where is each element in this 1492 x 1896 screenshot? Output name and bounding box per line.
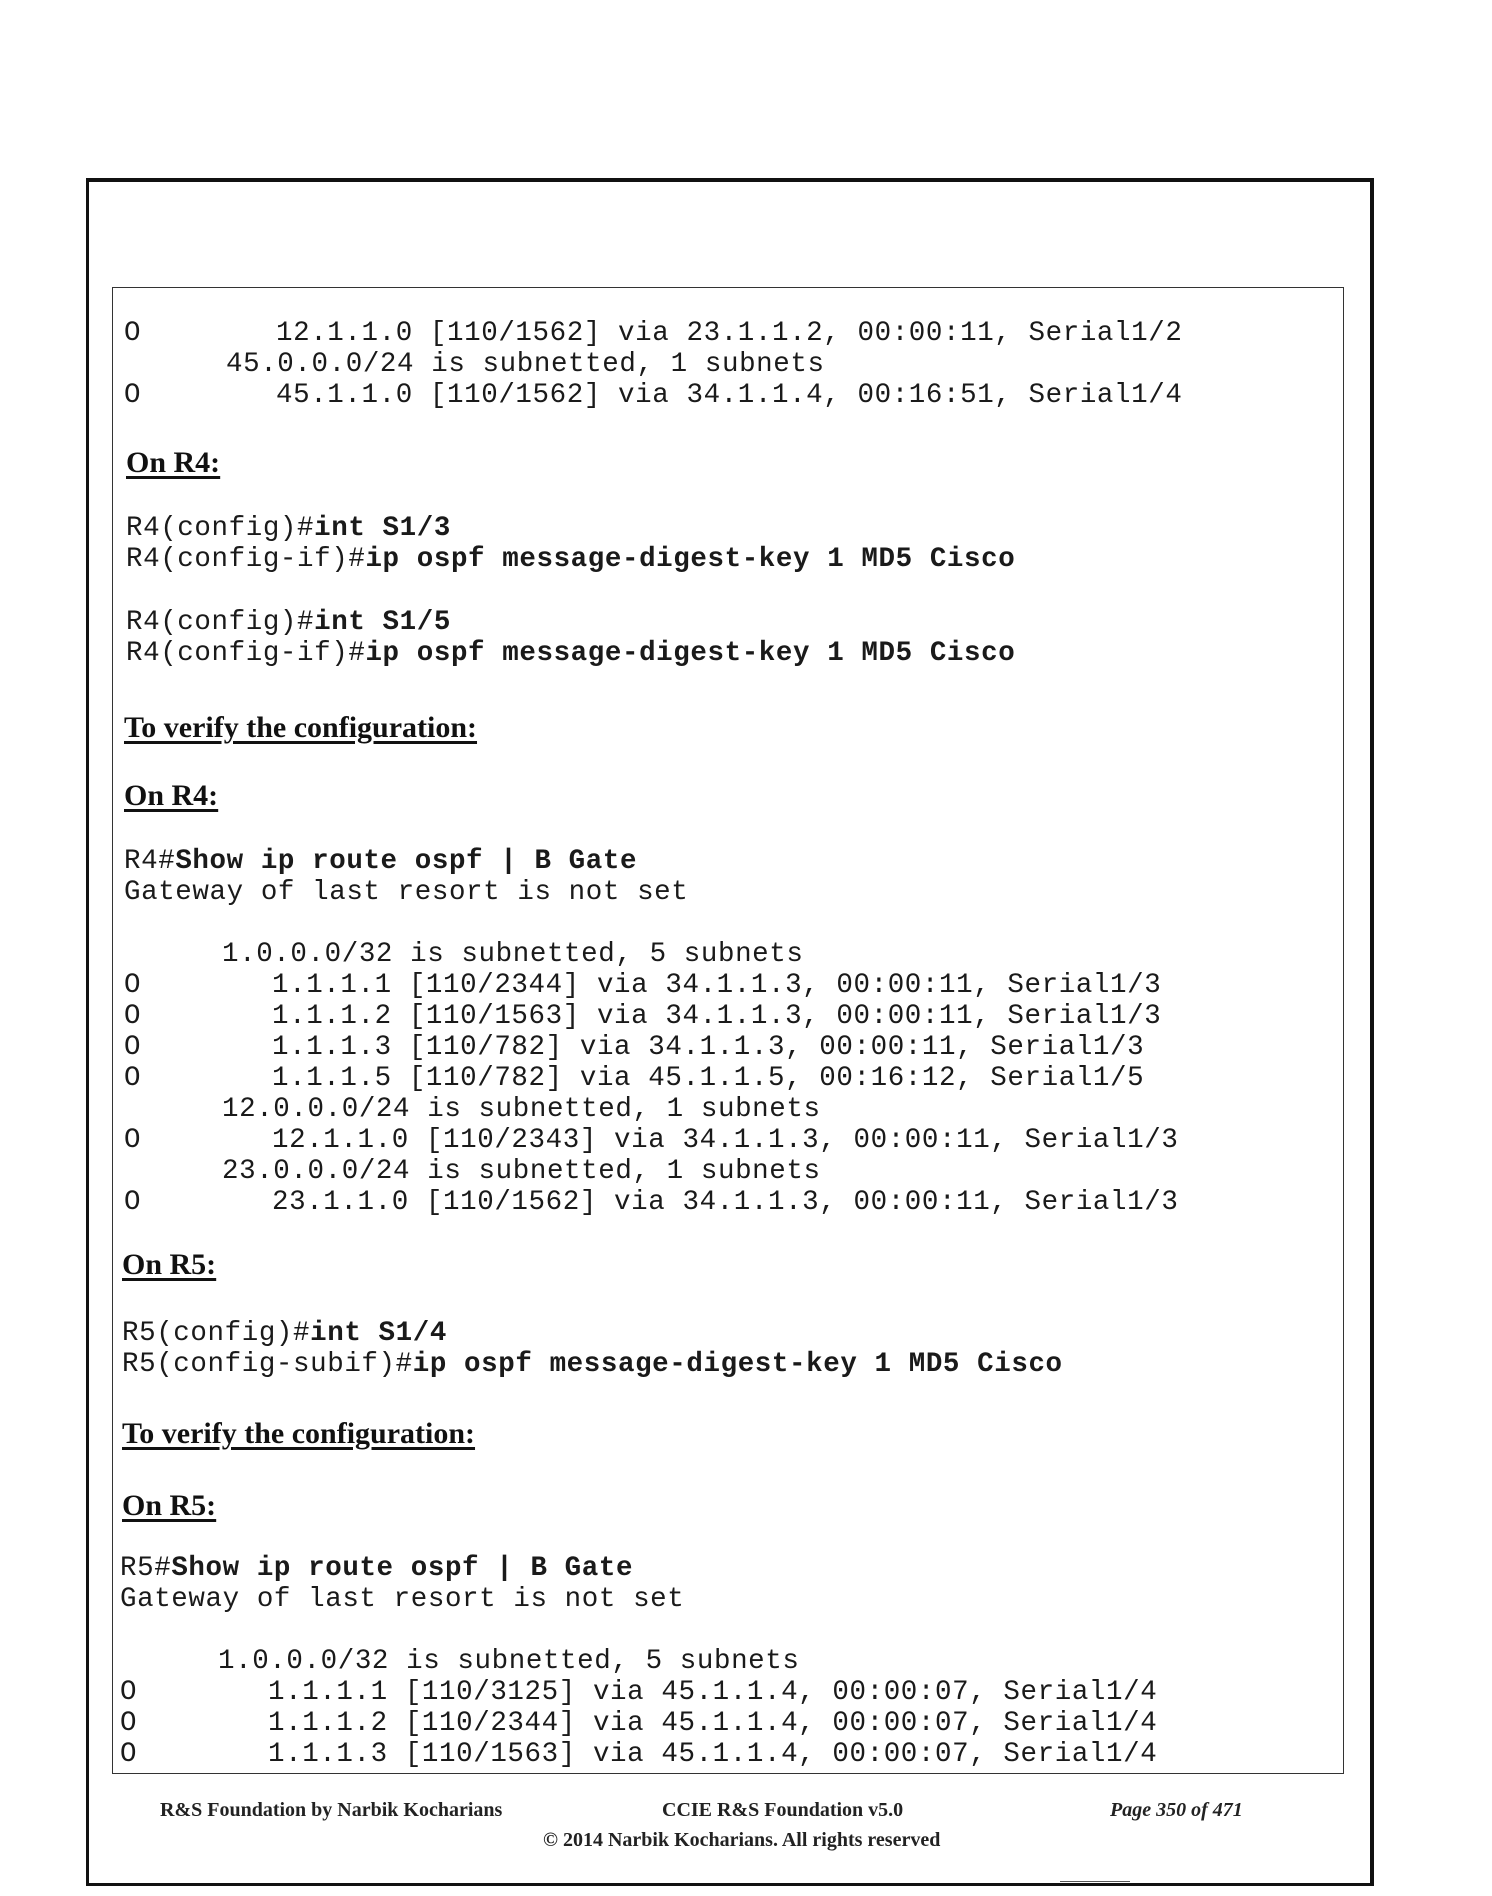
route-line: 1.1.1.1 [110/2344] via 34.1.1.3, 00:00:11, Serial1/3 [272, 970, 1162, 1001]
scan-artifact [1060, 1881, 1130, 1882]
route-prefix: O [124, 1032, 142, 1063]
section-heading-on-r4: On R4: [126, 446, 221, 479]
cli-command: int S1/5 [314, 607, 451, 638]
cli-line [122, 1349, 1063, 1380]
cli-command: int S1/4 [310, 1318, 447, 1349]
section-heading-verify: To verify the configuration: [124, 711, 478, 744]
route-line: 45.1.1.0 [110/1562] via 34.1.1.4, 00:16:51, Serial1/4 [276, 380, 1183, 411]
cli-prompt: R5# [120, 1553, 172, 1584]
route-line: 1.1.1.1 [110/3125] via 45.1.1.4, 00:00:07, Serial1/4 [268, 1677, 1158, 1708]
route-prefix: O [120, 1739, 138, 1770]
footer-page-number: Page 350 of 471 [1110, 1799, 1243, 1821]
route-prefix: O [124, 970, 142, 1001]
cli-prompt: R4# [124, 846, 176, 877]
route-line: 23.1.1.0 [110/1562] via 34.1.1.3, 00:00:11, Serial1/3 [272, 1187, 1179, 1218]
route-line: 1.1.1.2 [110/2344] via 45.1.1.4, 00:00:07, Serial1/4 [268, 1708, 1158, 1739]
gateway-line: Gateway of last resort is not set [120, 1584, 685, 1615]
cli-prompt: R5(config-subif)# [122, 1349, 413, 1380]
cli-line [122, 1318, 447, 1349]
cli-prompt: R5(config)# [122, 1318, 311, 1349]
route-prefix: O [124, 380, 142, 411]
route-prefix: O [124, 1125, 142, 1156]
subnet-line: 1.0.0.0/32 is subnetted, 5 subnets [218, 1646, 800, 1677]
subnet-line: 45.0.0.0/24 is subnetted, 1 subnets [226, 349, 825, 380]
section-heading-on-r5: On R5: [122, 1489, 217, 1522]
cli-line [126, 638, 1015, 669]
section-heading-on-r4: On R4: [124, 779, 219, 812]
cli-line [126, 544, 1015, 575]
route-line: 1.1.1.3 [110/782] via 34.1.1.3, 00:00:11, Serial1/3 [272, 1032, 1145, 1063]
route-prefix: O [120, 1677, 138, 1708]
route-prefix: O [124, 318, 142, 349]
route-prefix: O [124, 1187, 142, 1218]
footer-center-text: CCIE R&S Foundation v5.0 [662, 1799, 904, 1821]
cli-command: ip ospf message-digest-key 1 MD5 Cisco [365, 544, 1016, 575]
route-line: 1.1.1.2 [110/1563] via 34.1.1.3, 00:00:11, Serial1/3 [272, 1001, 1162, 1032]
cli-prompt: R4(config-if)# [126, 544, 366, 575]
route-line: 1.1.1.3 [110/1563] via 45.1.1.4, 00:00:07, Serial1/4 [268, 1739, 1158, 1770]
cli-prompt: R4(config)# [126, 607, 315, 638]
subnet-line: 1.0.0.0/32 is subnetted, 5 subnets [222, 939, 804, 970]
route-line: 1.1.1.5 [110/782] via 45.1.1.5, 00:16:12, Serial1/5 [272, 1063, 1145, 1094]
section-heading-verify: To verify the configuration: [122, 1417, 476, 1450]
route-line: 12.1.1.0 [110/2343] via 34.1.1.3, 00:00:11, Serial1/3 [272, 1125, 1179, 1156]
gateway-line: Gateway of last resort is not set [124, 877, 689, 908]
cli-command: int S1/3 [314, 513, 451, 544]
route-prefix: O [124, 1001, 142, 1032]
route-prefix: O [120, 1708, 138, 1739]
route-prefix: O [124, 1063, 142, 1094]
cli-command: Show ip route ospf | B Gate [175, 846, 638, 877]
footer-copyright: © 2014 Narbik Kocharians. All rights reserved [543, 1829, 941, 1851]
cli-prompt: R4(config-if)# [126, 638, 366, 669]
section-heading-on-r5: On R5: [122, 1248, 217, 1281]
cli-command: ip ospf message-digest-key 1 MD5 Cisco [365, 638, 1016, 669]
subnet-line: 12.0.0.0/24 is subnetted, 1 subnets [222, 1094, 821, 1125]
cli-command: ip ospf message-digest-key 1 MD5 Cisco [412, 1349, 1063, 1380]
cli-line [120, 1553, 633, 1584]
cli-line [124, 846, 637, 877]
cli-line [126, 607, 451, 638]
footer-left-text: R&S Foundation by Narbik Kocharians [160, 1799, 503, 1821]
cli-line [126, 513, 451, 544]
subnet-line: 23.0.0.0/24 is subnetted, 1 subnets [222, 1156, 821, 1187]
cli-prompt: R4(config)# [126, 513, 315, 544]
cli-command: Show ip route ospf | B Gate [171, 1553, 634, 1584]
route-line: 12.1.1.0 [110/1562] via 23.1.1.2, 00:00:11, Serial1/2 [276, 318, 1183, 349]
